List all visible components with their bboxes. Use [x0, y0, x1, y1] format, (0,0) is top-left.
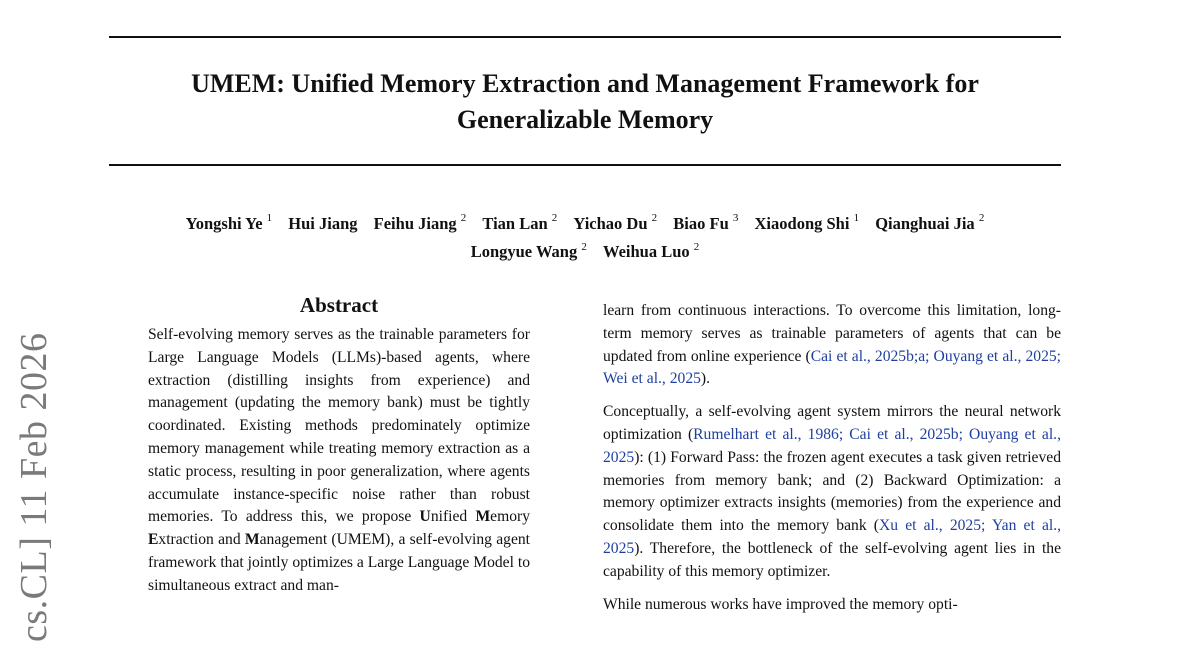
- author: Xiaodong Shi $^1$: [754, 212, 860, 233]
- author: Longyue Wang $^2$: [470, 240, 587, 261]
- author: Qianghuai Jia $^2$: [875, 212, 985, 233]
- arxiv-sidebar-stamp: cs.CL] 11 Feb 2026: [13, 332, 55, 642]
- abstract-column: [148, 292, 530, 598]
- author: Hui Jiang: [288, 213, 358, 233]
- intro-paragraph-1: learn from continuous interactions. To overcome this limitation, long-term memory serves as trainable parameters of agents that can be updated from online experience (Cai et al., 2025b;a; Ouyang et al., 2025; Wei et al., 2025).: [603, 302, 1061, 388]
- paper-title: [109, 66, 1061, 138]
- citation-link[interactable]: Xu et al., 2025; Yan et al., 2025: [603, 517, 1062, 557]
- author: Biao Fu $^3$: [673, 212, 739, 233]
- author-list: [109, 207, 1061, 264]
- intro-column: [603, 300, 1061, 626]
- author: Feihu Jiang $^2$: [373, 212, 467, 233]
- title-line-2: Generalizable Memory: [456, 105, 714, 134]
- abstract-heading: Abstract: [299, 293, 379, 317]
- title-line-1: UMEM: Unified Memory Extraction and Management Framework for: [191, 69, 979, 98]
- author: Weihua Luo $^2$: [602, 240, 700, 261]
- citation-link[interactable]: Rumelhart et al., 1986; Cai et al., 2025b; Ouyang et al., 2025: [603, 425, 1061, 466]
- title-bottom-rule: [109, 164, 1061, 166]
- author-row-2: [109, 236, 1061, 265]
- intro-paragraph-3: While numerous works have improved the memory opti-: [603, 595, 958, 613]
- author-row-1: [109, 207, 1061, 236]
- intro-paragraph-2: Conceptually, a self-evolving agent system mirrors the neural network optimization (Rumelhart et al., 1986; Cai et al., 2025b; Ouyang et al., 2025): (1) Forward Pass: the frozen agent executes a task given retrieved memories from memory bank; and (2) Backward Optimization: a memory optimizer extracts insights (memories) from the experience and consolidate them into the memory bank (Xu et al., 2025; Yan et al., 2025). Therefore, the bottleneck of the self-evolving agent lies in the capability of this memory optimizer.: [603, 403, 1062, 580]
- author: Yongshi Ye $^1$: [185, 212, 273, 233]
- title-top-rule: [109, 36, 1061, 38]
- author: Tian Lan $^2$: [482, 212, 558, 233]
- citation-link[interactable]: Cai et al., 2025b;a; Ouyang et al., 2025; Wei et al., 2025: [603, 347, 1061, 388]
- author: Yichao Du $^2$: [573, 212, 658, 233]
- abstract-body: Self-evolving memory serves as the trainable parameters for Large Language Models (LLMs)-based agents, where extraction (distilling insights from experience) and management (updating the memory bank) must be tightly coordinated. Existing methods predominately optimize memory management while treating memory extraction as a static process, resulting in poor generalization, where agents accumulate instance-specific noise rather than robust memories. To address this, we propose Unified Memory Extraction and Management (UMEM), a self-evolving agent framework that jointly optimizes a Large Language Model to simultaneous extract and man-: [148, 326, 530, 594]
